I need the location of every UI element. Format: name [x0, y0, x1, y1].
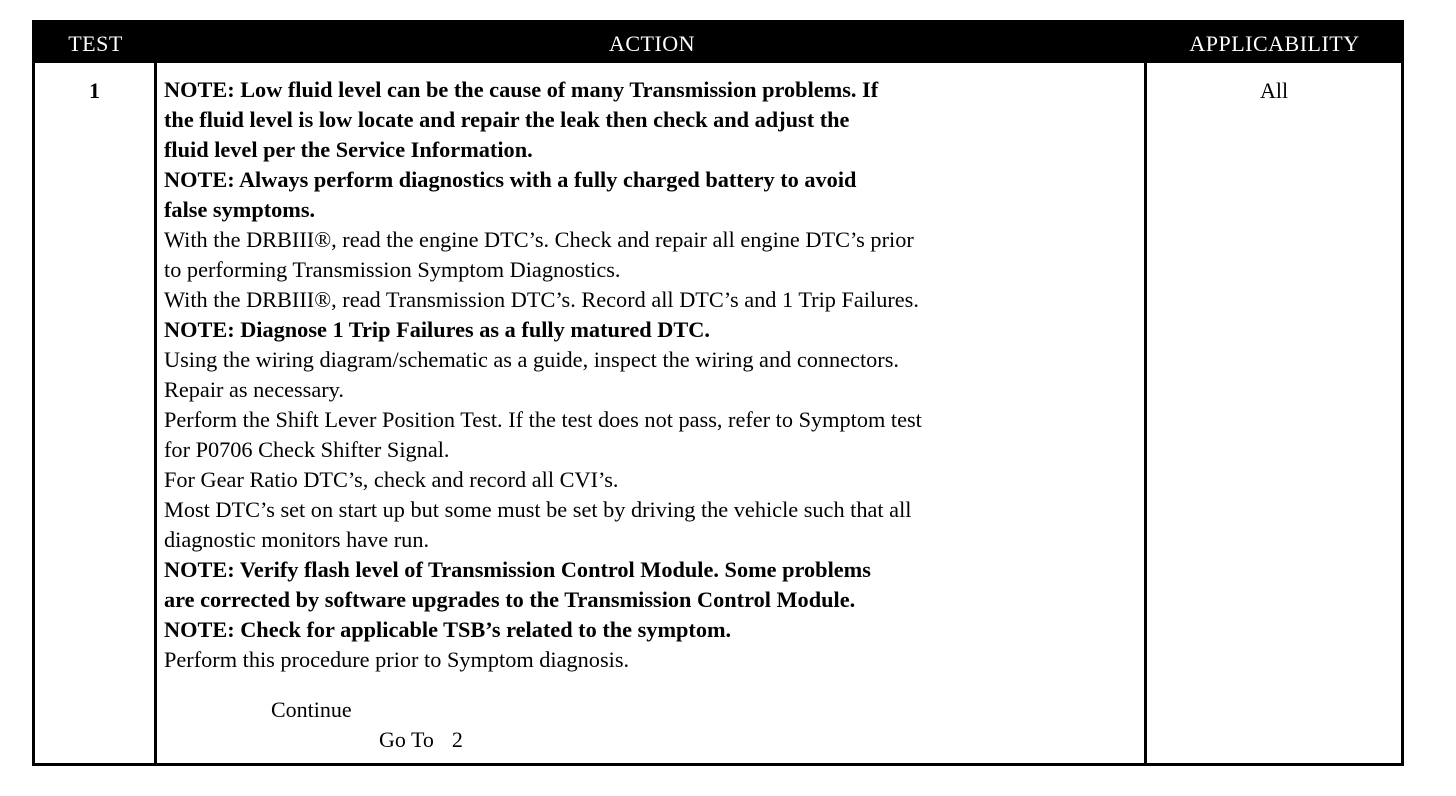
column-divider — [154, 63, 157, 763]
action-line: With the DRBIII®, read Transmission DTC’s. Record all DTC’s and 1 Trip Failures. — [164, 287, 919, 312]
action-line: Perform the Shift Lever Position Test. If the test does not pass, refer to Symptom test — [164, 407, 922, 432]
action-note-line: false symptoms. — [164, 197, 316, 222]
action-line: Using the wiring diagram/schematic as a guide, inspect the wiring and connectors. — [164, 347, 899, 372]
applicability-value: All — [1259, 78, 1289, 103]
action-line: Most DTC’s set on start up but some must be set by driving the vehicle such that all — [164, 497, 912, 522]
test-number: 1 — [89, 78, 100, 103]
header-test: TEST — [68, 31, 123, 56]
action-text — [164, 75, 1139, 675]
action-line: Repair as necessary. — [164, 377, 344, 402]
action-note-line: NOTE: Check for applicable TSB’s related to the symptom. — [164, 617, 732, 642]
action-line: to performing Transmission Symptom Diagnostics. — [164, 257, 621, 282]
action-note-line: are corrected by software upgrades to the Transmission Control Module. — [164, 587, 856, 612]
action-line: For Gear Ratio DTC’s, check and record all CVI’s. — [164, 467, 619, 492]
action-note-line: NOTE: Verify flash level of Transmission Control Module. Some problems — [164, 557, 871, 582]
goto-label: Go To — [379, 727, 434, 752]
action-line: Perform this procedure prior to Symptom diagnosis. — [164, 647, 630, 672]
column-divider — [1144, 63, 1147, 763]
action-note-line: fluid level per the Service Information. — [164, 137, 533, 162]
action-note-line: NOTE: Diagnose 1 Trip Failures as a fully matured DTC. — [164, 317, 710, 342]
action-note-line: the fluid level is low locate and repair the leak then check and adjust the — [164, 107, 850, 132]
table-header — [35, 23, 1401, 63]
diagnostic-table — [32, 20, 1404, 766]
header-action: ACTION — [608, 31, 696, 56]
action-line: With the DRBIII®, read the engine DTC’s. Check and repair all engine DTC’s prior — [164, 227, 914, 252]
action-note-line: NOTE: Low fluid level can be the cause of many Transmission problems. If — [164, 77, 879, 102]
action-note-line: NOTE: Always perform diagnostics with a fully charged battery to avoid — [164, 167, 857, 192]
action-line: diagnostic monitors have run. — [164, 527, 430, 552]
header-applicability: APPLICABILITY — [1189, 31, 1360, 56]
continue-label: Continue — [271, 697, 352, 722]
goto-link[interactable] — [379, 725, 463, 755]
action-line: for P0706 Check Shifter Signal. — [164, 437, 450, 462]
goto-target: 2 — [451, 727, 463, 752]
